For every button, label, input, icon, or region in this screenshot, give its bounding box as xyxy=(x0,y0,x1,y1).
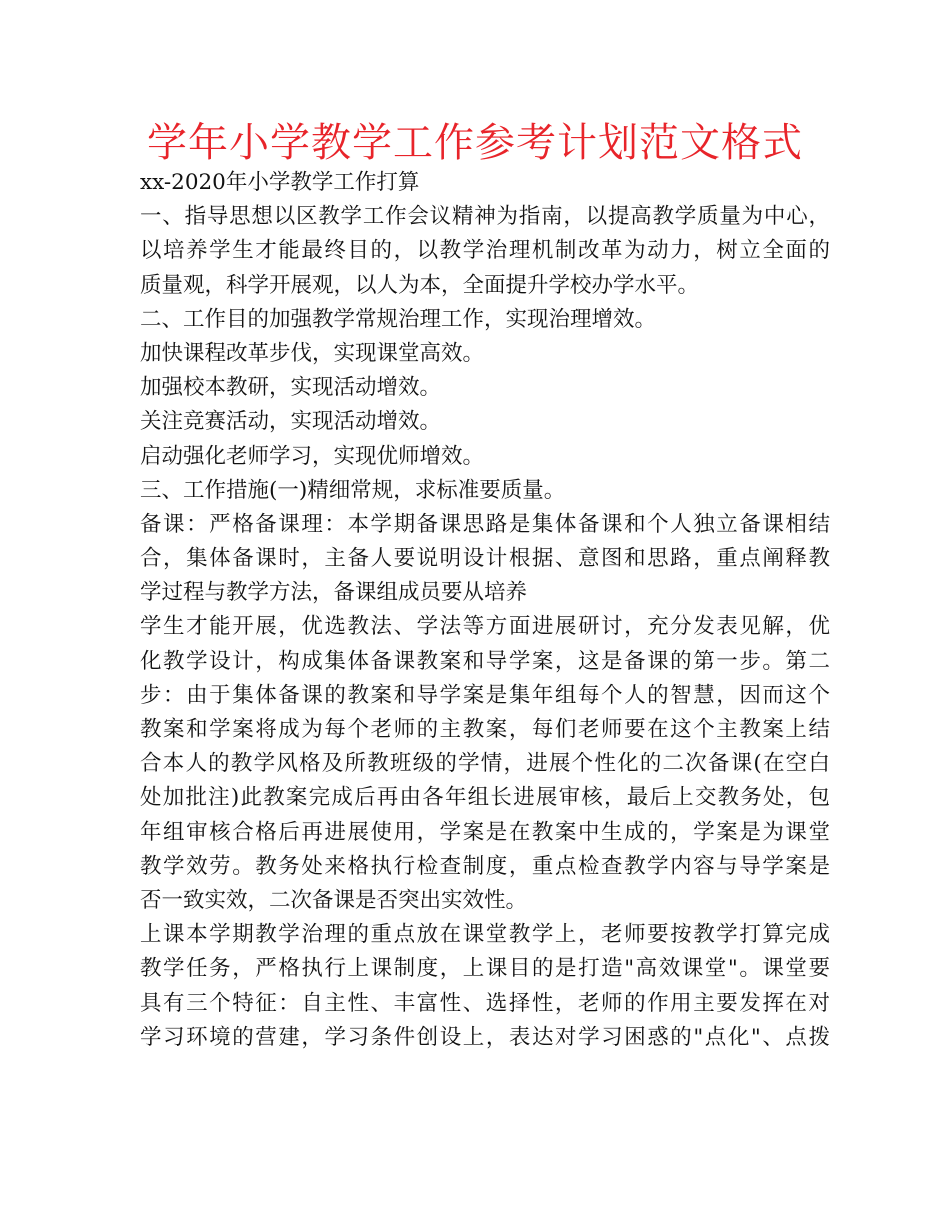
body-line: 合，集体备课时，主备人要说明设计根据、意图和思路，重点阐释教 xyxy=(140,546,832,572)
body-line: 学习环境的营建，学习条件创设上，表达对学习困惑的"点化"、点拨 xyxy=(140,1024,832,1050)
body-line: 质量观，科学开展观，以人为本，全面提升学校办学水平。 xyxy=(140,272,700,298)
document-title: 学年小学教学工作参考计划范文格式 xyxy=(147,120,803,166)
body-line: 学过程与教学方法，备课组成员要从培养 xyxy=(140,580,528,606)
body-line: 加强校本教研，实现活动增效。 xyxy=(140,375,442,401)
body-line: 备课：严格备课理：本学期备课思路是集体备课和个人独立备课相结 xyxy=(140,511,832,537)
body-line: 化教学设计，构成集体备课教案和导学案，这是备课的第一步。第二 xyxy=(140,648,832,674)
body-line: 否一致实效，二次备课是否突出实效性。 xyxy=(140,887,528,913)
body-line: 关注竞赛活动，实现活动增效。 xyxy=(140,409,442,435)
body-line: 三、工作措施(一)精细常规，求标准要质量。 xyxy=(140,477,566,503)
body-line: 学生才能开展，优选教法、学法等方面进展研讨，充分发表见解，优 xyxy=(140,614,832,640)
body-line: 教学效劳。教务处来格执行检查制度，重点检查教学内容与导学案是 xyxy=(140,853,832,879)
body-line: 教学任务，严格执行上课制度，上课目的是打造"高效课堂"。课堂要 xyxy=(140,956,832,982)
body-line: 加快课程改革步伐，实现课堂高效。 xyxy=(140,340,485,366)
body-line: 处加批注)此教案完成后再由各年组长进展审核，最后上交教务处，包 xyxy=(140,785,832,811)
body-line: 具有三个特征：自主性、丰富性、选择性，老师的作用主要发挥在对 xyxy=(140,990,832,1016)
body-line: 二、工作目的加强教学常规治理工作，实现治理增效。 xyxy=(140,306,657,332)
body-line: 启动强化老师学习，实现优师增效。 xyxy=(140,443,485,469)
body-line: xx-2020年小学教学工作打算 xyxy=(140,170,420,195)
body-line: 步：由于集体备课的教案和导学案是集年组每个人的智慧，因而这个 xyxy=(140,682,832,708)
body-line: 上课本学期教学治理的重点放在课堂教学上，老师要按教学打算完成 xyxy=(140,922,832,948)
body-line: 年组审核合格后再进展使用，学案是在教案中生成的，学案是为课堂 xyxy=(140,819,832,845)
body-line: 合本人的教学风格及所教班级的学情，进展个性化的二次备课(在空白 xyxy=(140,751,832,777)
body-line: 以培养学生才能最终目的，以教学治理机制改革为动力，树立全面的 xyxy=(140,238,832,264)
body-line: 教案和学案将成为每个老师的主教案，每们老师要在这个主教案上结 xyxy=(140,717,832,742)
document-body xyxy=(140,166,830,1055)
body-line: 一、指导思想以区教学工作会议精神为指南，以提高教学质量为中心， xyxy=(140,204,831,230)
